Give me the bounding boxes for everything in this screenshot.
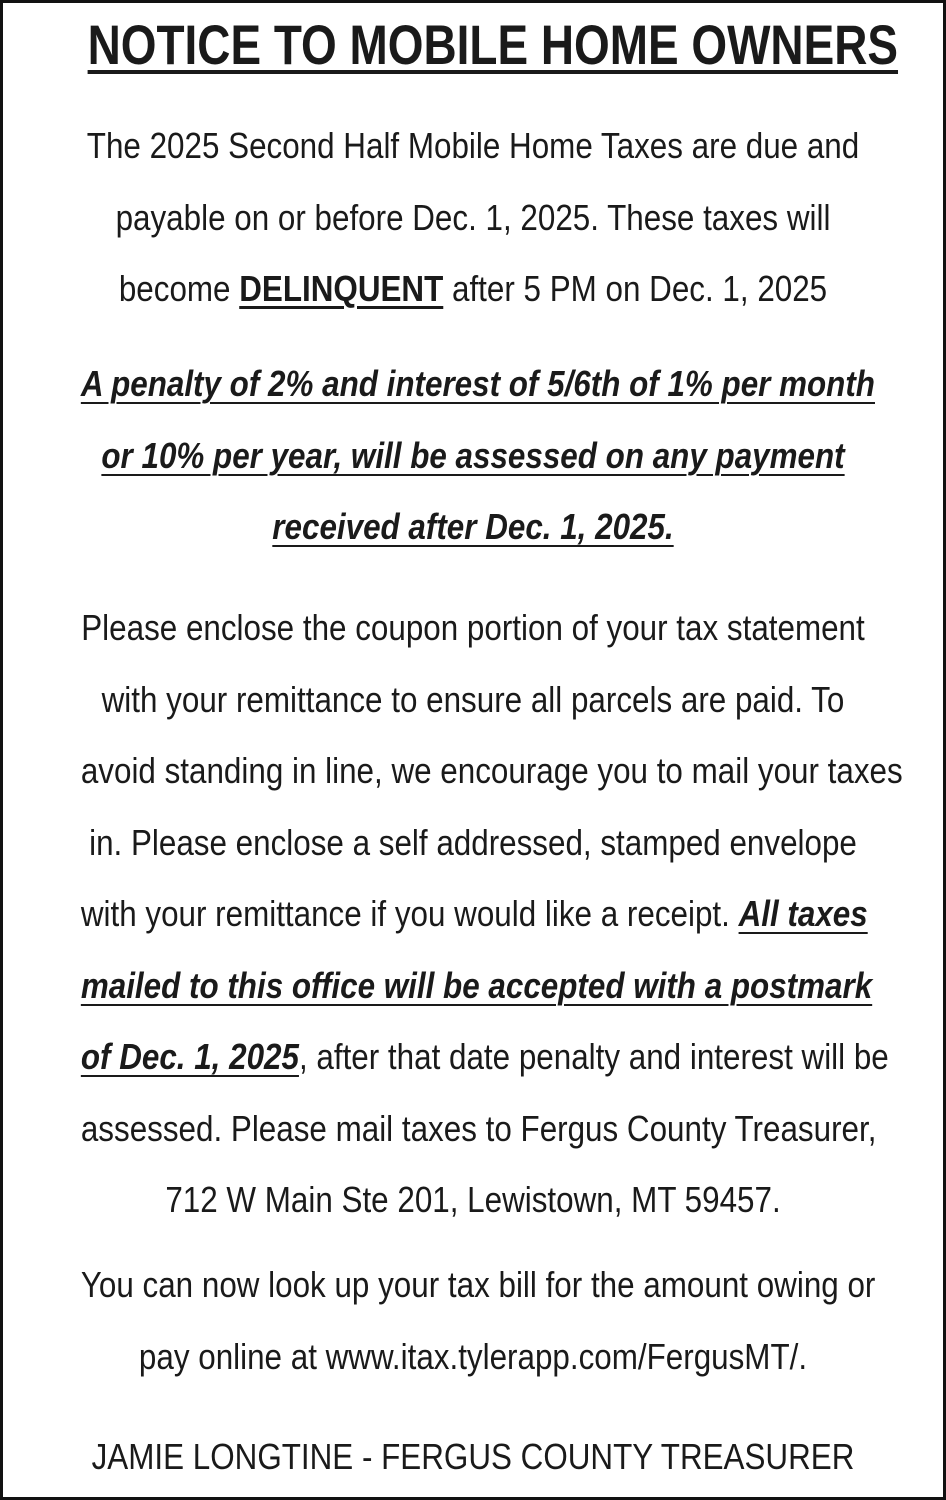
instructions-line-1: Please enclose the coupon portion of your tax statement xyxy=(81,607,865,648)
intro-line-3-post: after 5 PM on Dec. 1, 2025 xyxy=(443,268,828,309)
treasurer-signature: JAMIE LONGTINE - FERGUS COUNTY TREASURER xyxy=(91,1436,855,1477)
online-line-1: You can now look up your tax bill for the amount owing or xyxy=(80,1264,876,1305)
postmark-emphasis-2: mailed to this office will be accepted with a postmark xyxy=(80,964,873,1006)
instructions-line-4: in. Please enclose a self addressed, stamped envelope xyxy=(89,821,857,863)
intro-line-2: payable on or before Dec. 1, 2025. These taxes will xyxy=(115,196,831,238)
delinquent-word: DELINQUENT xyxy=(239,268,444,309)
penalty-line-2: or 10% per year, will be assessed on any payment xyxy=(101,434,845,476)
instructions-line-7 xyxy=(80,1021,889,1093)
instructions-paragraph xyxy=(80,592,903,1236)
penalty-line-1: A penalty of 2% and interest of 5/6th of 1% per month xyxy=(80,363,875,404)
instructions-line-5 xyxy=(80,878,868,950)
postmark-emphasis-3: of Dec. 1, 2025 xyxy=(80,1036,299,1077)
notice-title xyxy=(87,9,899,81)
instructions-line-5-pre: with your remittance if you would like a receipt. xyxy=(80,893,739,934)
online-line-2: pay online at www.itax.tylerapp.com/FergusMT/. xyxy=(138,1335,808,1377)
intro-line-3 xyxy=(81,253,865,325)
instructions-line-2: with your remittance to ensure all parcels are paid. To xyxy=(101,678,845,720)
treasurer-address: 712 W Main Ste 201, Lewistown, MT 59457. xyxy=(165,1179,781,1220)
postmark-emphasis-1: All taxes xyxy=(738,893,868,934)
intro-paragraph xyxy=(81,110,865,325)
instructions-line-3: avoid standing in line, we encourage you to mail your taxes xyxy=(80,750,903,791)
title-text: NOTICE TO MOBILE HOME OWNERS xyxy=(87,13,899,76)
intro-line-1: The 2025 Second Half Mobile Home Taxes are due and xyxy=(86,125,860,166)
intro-line-3-pre: become xyxy=(118,268,240,309)
online-paragraph xyxy=(80,1249,876,1392)
signature xyxy=(81,1421,865,1493)
penalty-line-3: received after Dec. 1, 2025. xyxy=(272,506,674,547)
penalty-paragraph xyxy=(80,348,875,563)
instructions-line-8: assessed. Please mail taxes to Fergus County Treasurer, xyxy=(80,1107,877,1149)
instructions-line-7-post: , after that date penalty and interest will be xyxy=(298,1036,889,1077)
instructions-line-6 xyxy=(80,950,873,1022)
